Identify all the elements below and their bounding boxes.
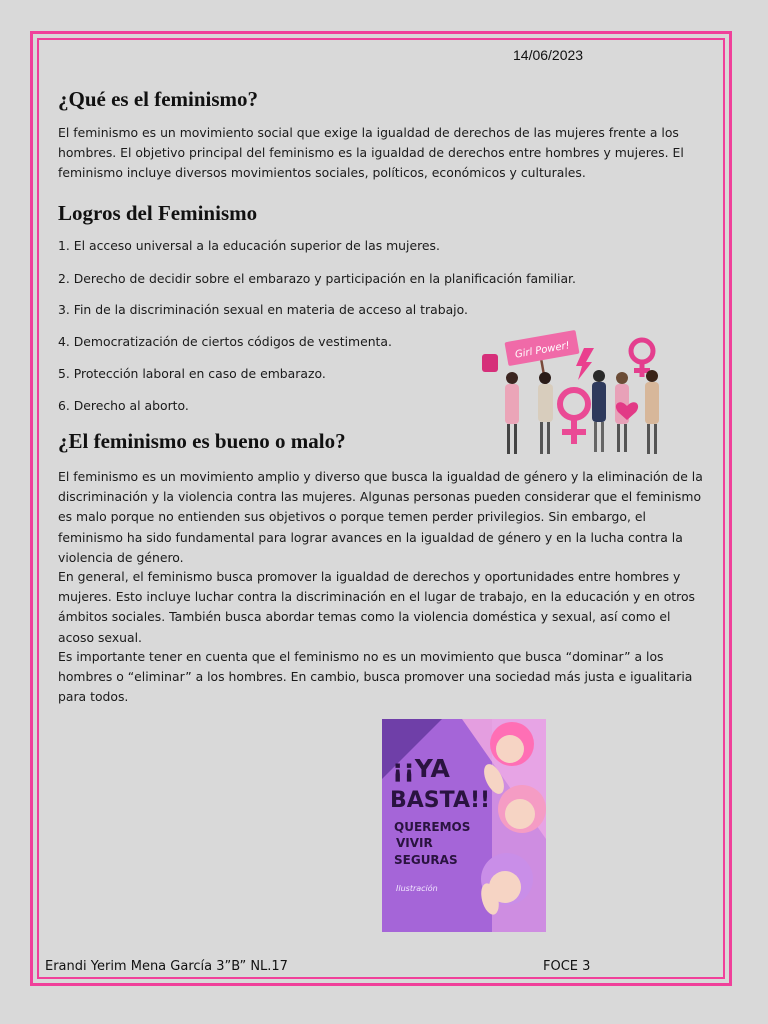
section-paragraph: Es importante tener en cuenta que el feminismo no es un movimiento que busca “dominar” a los hombres o “eliminar” a los hombres. En cambio, busca promover una sociedad más justa e igualitaria para todos.: [58, 649, 693, 705]
ya-basta-poster: [382, 719, 546, 932]
section-title-bueno-malo: ¿El feminismo es bueno o malo?: [58, 429, 346, 453]
poster-line-3: QUEREMOS: [394, 820, 471, 834]
list-item: 5. Protección laboral en caso de embarazo.: [58, 366, 326, 381]
section-title-logros: Logros del Feminismo: [58, 201, 258, 225]
poster-line-2: BASTA!!: [390, 788, 491, 813]
sign-text: Girl Power!: [514, 340, 571, 361]
list-item: 1. El acceso universal a la educación superior de las mujeres.: [58, 238, 440, 253]
footer-author: Erandi Yerim Mena García 3”B” NL.17: [45, 959, 288, 974]
list-item: 2. Derecho de decidir sobre el embarazo y participación en la planificación familiar.: [58, 271, 576, 286]
feminist-protest-illustration: [472, 326, 672, 461]
poster-line-1: ¡¡YA: [392, 754, 450, 783]
poster-line-5: SEGURAS: [394, 853, 458, 867]
footer-course: FOCE 3: [543, 959, 591, 974]
poster-signature: Ilustración: [396, 884, 438, 893]
section-paragraph: El feminismo es un movimiento amplio y diverso que busca la igualdad de género y la eliminación de la discriminación y la violencia contra las mujeres. Algunas personas pueden considerar que el feminismo es malo porque no entienden sus objetivos o porque temen perder privilegios. Sin embargo, el feminismo ha sido fundamental para lograr avances en la igualdad de género y en la lucha contra la violencia de género.: [58, 469, 703, 565]
date-label: 14/06/2023: [513, 47, 584, 63]
section-title-que-es: ¿Qué es el feminismo?: [58, 87, 259, 111]
section-paragraph: En general, el feminismo busca promover la igualdad de derechos y oportunidades entre hombres y mujeres. Esto incluye luchar contra la discriminación en el lugar de trabajo, en la educación y en otros ámbitos sociales. También busca abordar temas como la violencia doméstica y sexual, así como el acoso sexual.: [58, 569, 695, 645]
list-item: 4. Democratización de ciertos códigos de vestimenta.: [58, 334, 392, 349]
list-item: 3. Fin de la discriminación sexual en materia de acceso al trabajo.: [58, 302, 468, 317]
poster-line-4: VIVIR: [396, 836, 433, 850]
list-item: 6. Derecho al aborto.: [58, 398, 189, 413]
section-paragraph-que-es: El feminismo es un movimiento social que exige la igualdad de derechos de las mujeres frente a los hombres. El objetivo principal del feminismo es la igualdad de derechos entre hombres y mujeres. El feminismo incluye diversos movimientos sociales, políticos, económicos y culturales.: [58, 125, 684, 181]
